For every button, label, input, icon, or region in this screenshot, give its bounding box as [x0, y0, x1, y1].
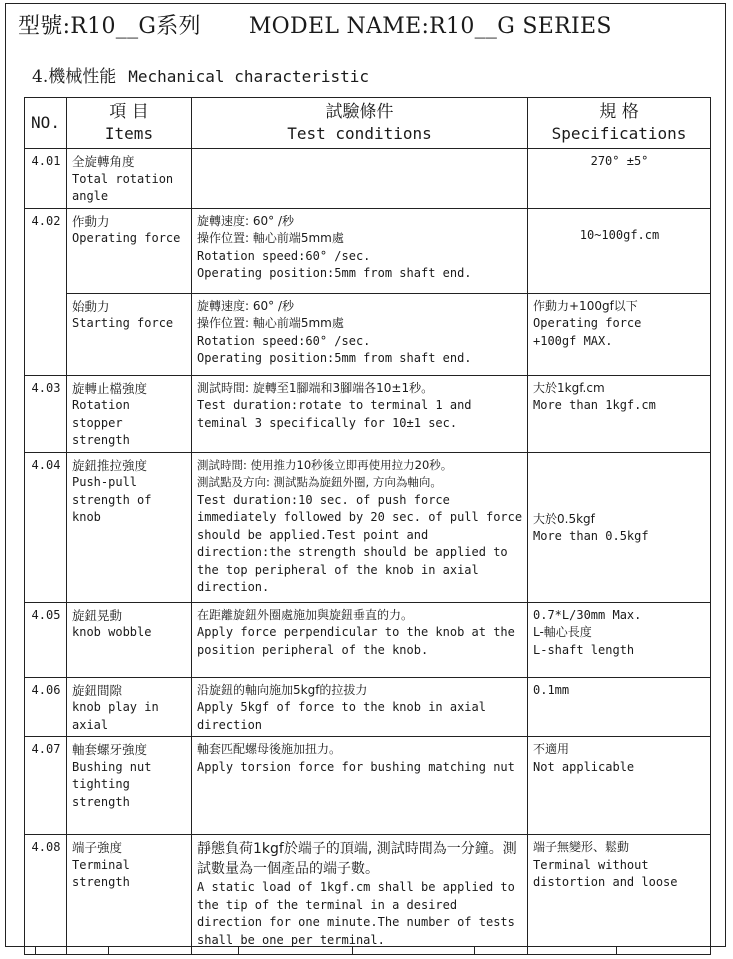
row-item	[67, 452, 192, 602]
header-no: NO.	[25, 98, 67, 149]
header-test-en: Test conditions	[287, 124, 432, 143]
row-no: 4.07	[25, 737, 67, 835]
row-item	[67, 375, 192, 452]
spec-line: 270° ±5°	[590, 154, 649, 168]
row-test-conditions	[192, 602, 528, 677]
row-item	[67, 602, 192, 677]
header-items	[67, 98, 192, 149]
footer-tick	[35, 946, 36, 954]
spec-line: Operating force	[533, 316, 642, 330]
item-zh: 旋鈕晃動	[72, 607, 123, 623]
spec-line: Terminal without distortion and loose	[533, 857, 678, 889]
footer-tick	[108, 946, 109, 954]
row-no: 4.05	[25, 602, 67, 677]
test-line: 沿旋鈕的軸向施加5kgf的拉拔力	[197, 682, 368, 697]
page-title	[18, 9, 612, 40]
table-row	[25, 293, 711, 375]
test-line: 操作位置: 軸心前端5mm處	[197, 231, 344, 245]
row-spec	[528, 293, 711, 375]
spec-line: L-shaft length	[533, 642, 635, 657]
row-spec	[528, 149, 711, 209]
test-line: Apply 5kgf of force to the knob in axial direction	[197, 700, 486, 732]
row-no: 4.08	[25, 835, 67, 955]
spec-line: 10~100gf.cm	[579, 227, 660, 242]
spec-line: 大於0.5kgf	[533, 511, 595, 526]
row-no: 4.06	[25, 677, 67, 737]
row-test-conditions	[192, 208, 528, 293]
footer-tick	[616, 946, 617, 954]
item-en: Bushing nut tighting strength	[72, 759, 152, 809]
row-spec	[528, 208, 711, 293]
row-test-conditions	[192, 375, 528, 452]
test-line: A static load of 1kgf.cm shall be applied to the tip of the terminal in a desired direction for one minute.The number of tests shall be one per terminal.	[197, 880, 515, 947]
section-heading-en: Mechanical characteristic	[128, 67, 370, 86]
item-en: Total rotation angle	[72, 171, 174, 203]
table-row	[25, 737, 711, 835]
spec-line: +100gf MAX.	[533, 333, 613, 348]
row-no: 4.02	[25, 208, 67, 375]
row-item	[67, 835, 192, 955]
spec-line: 端子無變形、鬆動	[533, 840, 630, 854]
header-specifications	[528, 98, 711, 149]
row-item	[67, 293, 192, 375]
row-item	[67, 149, 192, 209]
spec-line: More than 1kgf.cm	[533, 398, 656, 412]
test-line: 操作位置: 軸心前端5mm處	[197, 316, 344, 330]
table-row	[25, 149, 711, 209]
test-line: Test duration:rotate to terminal 1 and teminal 3 specifically for 10±1 sec.	[197, 398, 472, 430]
row-test-conditions	[192, 293, 528, 375]
item-zh: 旋鈕推拉強度	[72, 457, 148, 473]
header-spec-zh: 規 格	[599, 102, 639, 122]
footer-tick	[474, 946, 475, 954]
item-zh: 始動力	[72, 298, 110, 314]
test-line: Test duration:10 sec. of push force immediately followed by 20 sec. of pull force should be applied.Test point and direction:the strength should be applied to the top peripheral of the knob in axial direction.	[197, 492, 523, 594]
header-items-en: Items	[104, 124, 154, 143]
spec-line: 大於1kgf.cm	[533, 380, 605, 395]
test-line: Rotation speed:60° /sec.	[197, 248, 371, 263]
footer-tick	[238, 946, 239, 954]
model-title-en: MODEL NAME:R10__G SERIES	[248, 14, 612, 39]
item-zh: 軸套螺牙強度	[72, 742, 148, 757]
row-no: 4.04	[25, 452, 67, 602]
spec-line: Not applicable	[533, 759, 635, 774]
table-header-row	[25, 98, 711, 149]
row-no: 4.01	[25, 149, 67, 209]
section-heading-zh: 4.機械性能	[32, 67, 117, 87]
item-en: Push-pull strength of knob	[72, 475, 152, 524]
row-test-conditions	[192, 452, 528, 602]
section-heading	[32, 62, 369, 87]
item-zh: 端子強度	[72, 840, 123, 855]
row-spec	[528, 452, 711, 602]
item-zh: 全旋轉角度	[72, 154, 135, 169]
row-item	[67, 208, 192, 293]
spec-line: 作動力+100gf以下	[533, 298, 638, 313]
header-spec-en: Specifications	[551, 124, 687, 143]
row-no: 4.03	[25, 375, 67, 452]
spec-line: More than 0.5kgf	[533, 529, 649, 543]
row-test-conditions	[192, 835, 528, 955]
test-line: 軸套匹配螺母後施加扭力。	[197, 742, 342, 756]
test-line: 測試點及方向: 測試點為旋鈕外圈, 方向為軸向。	[197, 475, 442, 489]
row-item	[67, 677, 192, 737]
spec-line: L-軸心長度	[533, 625, 592, 639]
row-test-conditions	[192, 737, 528, 835]
table-row	[25, 835, 711, 955]
test-line: 測試時間: 使用推力10秒後立即再使用拉力20秒。	[197, 457, 453, 472]
item-en: Operating force	[72, 231, 181, 245]
row-spec	[528, 602, 711, 677]
test-line: Rotation speed:60° /sec.	[197, 333, 371, 348]
row-spec	[528, 375, 711, 452]
header-test-zh: 試驗條件	[325, 102, 394, 122]
test-line: 在距離旋鈕外圈處施加與旋鈕垂直的力。	[197, 607, 414, 622]
item-en: knob play in axial	[72, 700, 159, 732]
test-line: Apply torsion force for bushing matching nut	[197, 759, 515, 774]
table-row	[25, 677, 711, 737]
test-line: Operating position:5mm from shaft end.	[197, 266, 472, 280]
header-test-conditions	[192, 98, 528, 149]
footer-rule	[5, 946, 726, 947]
footer-tick	[352, 946, 353, 954]
item-zh: 旋鈕間隙	[72, 682, 123, 698]
spec-line: 0.7*L/30mm Max.	[533, 607, 642, 622]
test-line: Apply force perpendicular to the knob at the position peripheral of the knob.	[197, 625, 515, 657]
item-zh: 作動力	[72, 213, 110, 229]
test-line: 旋轉速度: 60° /秒	[197, 298, 294, 313]
item-en: Terminal strength	[72, 857, 130, 889]
row-spec	[528, 677, 711, 737]
item-en: knob wobble	[72, 625, 152, 639]
item-en: Starting force	[72, 316, 174, 330]
spec-line: 不適用	[533, 742, 570, 756]
spec-line: 0.1mm	[533, 682, 570, 697]
item-zh: 旋轉止檔強度	[72, 380, 148, 396]
row-spec	[528, 835, 711, 955]
table-row	[25, 452, 711, 602]
test-line: 靜態負荷1kgf於端子的頂端, 測試時間為一分鐘。測試數量為一個產品的端子數。	[197, 841, 517, 877]
test-line: 旋轉速度: 60° /秒	[197, 213, 294, 228]
table-row	[25, 208, 711, 293]
mechanical-spec-table	[24, 97, 711, 955]
model-title-zh: 型號:R10__G系列	[18, 14, 201, 39]
row-test-conditions	[192, 149, 528, 209]
item-en: Rotation stopper strength	[72, 398, 130, 447]
table-row	[25, 602, 711, 677]
row-item	[67, 737, 192, 835]
header-items-zh: 項 目	[109, 102, 149, 122]
test-line: 測試時間: 旋轉至1腳端和3腳端各10±1秒。	[197, 380, 434, 395]
table-row	[25, 375, 711, 452]
row-test-conditions	[192, 677, 528, 737]
test-line: Operating position:5mm from shaft end.	[197, 351, 472, 365]
row-spec	[528, 737, 711, 835]
